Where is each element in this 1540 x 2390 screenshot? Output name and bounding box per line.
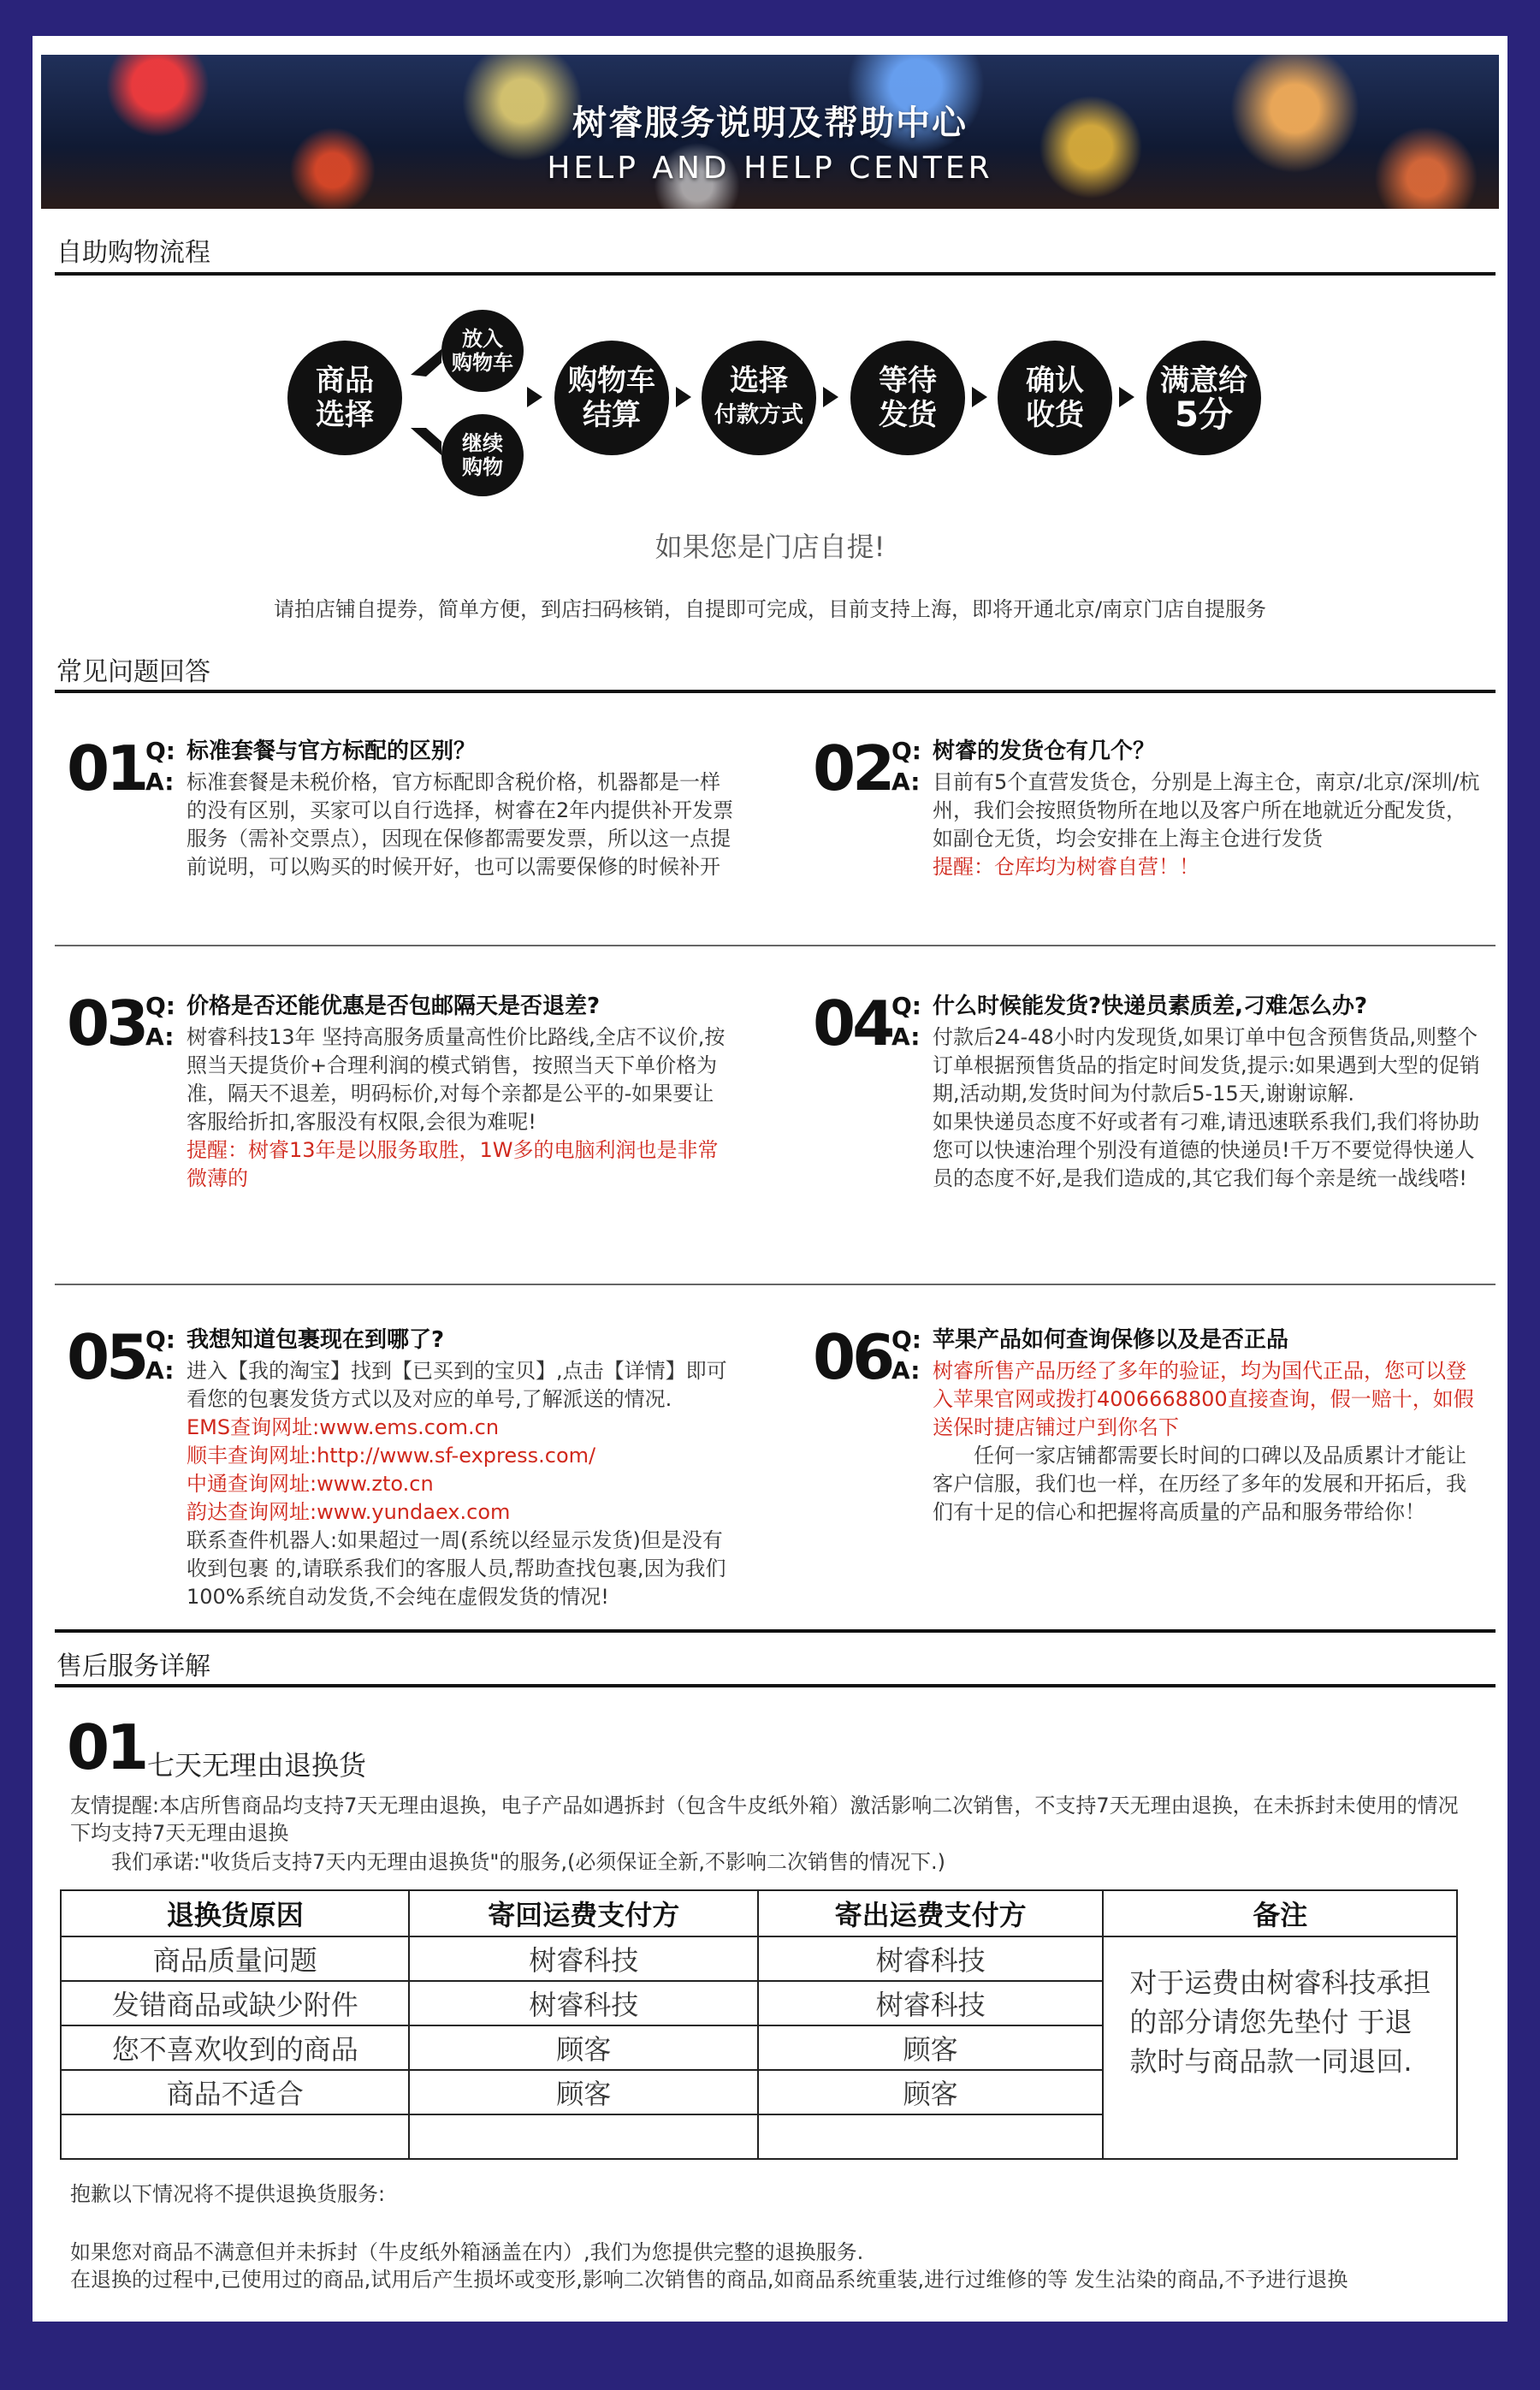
flow-step-text: 发货 (879, 398, 937, 432)
faq-reminder: 提醒：树睿13年是以服务取胜，1W多的电脑利润也是非常微薄的 (187, 1138, 719, 1190)
flow-step-confirm (998, 341, 1112, 455)
flow-step-text: 购物 (462, 455, 503, 479)
section-divider (55, 1629, 1496, 1633)
tracking-link-zto[interactable]: 中通查询网址:www.zto.cn (187, 1472, 434, 1496)
faq-question: 什么时候能发货?快递员素质差,刁难怎么办? (933, 993, 1368, 1019)
section-divider (55, 690, 1496, 693)
flow-step-text: 放入 (462, 327, 503, 351)
return-policy-table (60, 1889, 1458, 2160)
header-banner (41, 55, 1499, 209)
faq-number: 02 (813, 732, 892, 804)
table-cell: 树睿科技 (409, 1981, 757, 2025)
table-cell: 发错商品或缺少附件 (61, 1981, 409, 2025)
faq-item (67, 1321, 734, 1629)
tracking-link-ems[interactable]: EMS查询网址:www.ems.com.cn (187, 1415, 500, 1439)
qa-labels (145, 736, 175, 798)
flow-step-cart (441, 310, 524, 392)
exclusion-text: 在退换的过程中,已使用过的商品,试用后产生损坏或变形,影响二次销售的商品,如商品系统重装,进行过维修的等 发生沾染的商品,不予进行退换 (70, 2268, 1348, 2292)
table-cell: 顾客 (409, 2025, 757, 2070)
faq-answer-text: 进入【我的淘宝】找到【已买到的宝贝】,点击【详情】即可看您的包裹发货方式以及对应的单号,了解派送的情况. (187, 1359, 727, 1411)
qa-labels (891, 736, 921, 798)
aftersale-promise: 我们承诺:"收货后支持7天内无理由退换货"的服务,(必须保证全新,不影响二次销售的情况下.) (111, 1850, 946, 1874)
flow-step-text: 商品 (316, 364, 374, 398)
faq-item (813, 1321, 1480, 1578)
q-label: Q: (891, 1325, 921, 1354)
flow-step-text: 继续 (462, 431, 503, 455)
banner-subtitle: HELP AND HELP CENTER (547, 151, 993, 186)
table-cell: 树睿科技 (409, 1936, 757, 1981)
tracking-link-yunda[interactable]: 韵达查询网址:www.yundaex.com (187, 1500, 511, 1524)
faq-number: 04 (813, 987, 892, 1059)
faq-answer-text: 树睿科技13年 坚持高服务质量高性价比路线,全店不议价,按照当天提货价+合理利润的模式销售，按照当天下单价格为准，隔天不退差，明码标价,对每个亲都是公平的-如果要让客服给折扣,客服没有权限,会很为难呢! (187, 1025, 726, 1134)
arrow-right-icon (1119, 387, 1134, 407)
flow-step-text: 选择 (316, 398, 374, 432)
store-pickup-title: 如果您是门店自提! (654, 531, 886, 563)
table-header: 备注 (1103, 1890, 1457, 1936)
table-cell (409, 2114, 757, 2159)
flow-step-text: 满意给 (1160, 364, 1247, 398)
table-cell: 树睿科技 (758, 1936, 1103, 1981)
flow-step-pay (702, 341, 816, 455)
faq-question: 苹果产品如何查询保修以及是否正品 (933, 1327, 1289, 1353)
exclusion-text: 如果您对商品不满意但并未拆封（牛皮纸外箱涵盖在内）,我们为您提供完整的退换服务. (70, 2240, 864, 2264)
a-label: A: (891, 1356, 921, 1385)
table-row (61, 1936, 1457, 1981)
qa-labels (145, 1325, 175, 1386)
table-header-row (61, 1890, 1457, 1936)
faq-number: 05 (67, 1321, 146, 1393)
faq-question: 树睿的发货仓有几个？ (933, 738, 1156, 764)
flow-step-continue (441, 414, 524, 496)
table-cell: 商品不适合 (61, 2070, 409, 2114)
faq-reminder: 提醒：仓库均为树睿自营！！ (933, 855, 1199, 879)
table-cell (758, 2114, 1103, 2159)
table-cell: 树睿科技 (758, 1981, 1103, 2025)
table-cell: 顾客 (758, 2070, 1103, 2114)
q-label: Q: (145, 737, 175, 765)
faq-divider (55, 945, 1496, 946)
table-cell: 顾客 (758, 2025, 1103, 2070)
aftersale-title: 七天无理由退换货 (147, 1749, 367, 1782)
table-header: 寄回运费支付方 (409, 1890, 757, 1936)
faq-answer (933, 768, 1480, 881)
faq-reminder: 树睿所售产品历经了多年的验证，均为国代正品，您可以登入苹果官网或拨打4006668800直接查询，假一赔十，如假送保时捷店铺过户到你名下 (933, 1359, 1474, 1439)
q-label: Q: (145, 992, 175, 1020)
flow-step-select (287, 341, 402, 455)
q-label: Q: (891, 992, 921, 1020)
table-cell: 顾客 (409, 2070, 757, 2114)
faq-number: 06 (813, 1321, 892, 1393)
banner-title: 树睿服务说明及帮助中心 (572, 104, 968, 143)
faq-item (67, 732, 734, 938)
flow-step-text: 等待 (879, 364, 937, 398)
faq-answer-text: 付款后24-48小时内发现货,如果订单中包含预售货品,则整个订单根据预售货品的指定时间发货,提示:如果遇到大型的促销期,活动期,发货时间为付款后5-15天,谢谢谅解. (933, 1025, 1480, 1106)
faq-question: 价格是否还能优惠是否包邮隔天是否退差? (187, 993, 601, 1019)
flow-step-text: 确认 (1026, 364, 1084, 398)
q-label: Q: (891, 737, 921, 765)
a-label: A: (145, 1023, 175, 1051)
a-label: A: (891, 768, 921, 796)
a-label: A: (145, 768, 175, 796)
branch-arrows-icon (407, 342, 448, 462)
section-title-flow: 自助购物流程 (56, 238, 210, 268)
flow-step-text: 5分 (1175, 395, 1233, 435)
flow-step-rate (1146, 341, 1261, 455)
faq-answer (187, 1023, 734, 1193)
store-pickup-desc: 请拍店铺自提券，简单方便，到店扫码核销，自提即可完成，目前支持上海，即将开通北京/南京门店自提服务 (273, 597, 1267, 621)
qa-labels (891, 1325, 921, 1386)
a-label: A: (891, 1023, 921, 1051)
table-header: 寄出运费支付方 (758, 1890, 1103, 1936)
flow-step-text: 购物车 (568, 364, 655, 398)
flow-step-text: 购物车 (452, 351, 513, 375)
faq-answer (933, 1023, 1480, 1193)
faq-question: 标准套餐与官方标配的区别？ (187, 738, 477, 764)
faq-item (813, 732, 1480, 904)
faq-answer-text: 任何一家店铺都需要长时间的口碑以及品质累计才能让客户信服，我们也一样，在历经了多年的发展和开拓后，我们有十足的信心和把握将高质量的产品和服务带给你！ (933, 1444, 1466, 1524)
faq-answer (187, 1357, 734, 1611)
section-title-faq: 常见问题回答 (56, 657, 210, 687)
faq-number: 01 (67, 732, 146, 804)
aftersale-number: 01 (67, 1711, 146, 1783)
aftersale-notice: 友情提醒:本店所售商品均支持7天无理由退换，电子产品如遇拆封（包含牛皮纸外箱）激活影响二次销售，不支持7天无理由退换，在未拆封未使用的情况下均支持7天无理由退换 (70, 1794, 1459, 1845)
faq-divider (55, 1284, 1496, 1285)
flow-step-ship (850, 341, 965, 455)
arrow-right-icon (676, 387, 691, 407)
tracking-link-sf[interactable]: 顺丰查询网址:http://www.sf-express.com/ (187, 1444, 596, 1468)
flow-step-checkout (554, 341, 669, 455)
section-divider (55, 272, 1496, 276)
section-divider (55, 1684, 1496, 1687)
qa-labels (145, 991, 175, 1053)
faq-answer-text: 联系查件机器人:如果超过一周(系统以经显示发货)但是没有收到包裹 的,请联系我们的客服人员,帮助查找包裹,因为我们100%系统自动发货,不会纯在虚假发货的情况! (187, 1528, 726, 1609)
arrow-right-icon (823, 387, 838, 407)
flow-step-text: 选择 (730, 364, 788, 398)
q-label: Q: (145, 1325, 175, 1354)
arrow-right-icon (527, 387, 542, 407)
qa-labels (891, 991, 921, 1053)
faq-item (67, 987, 734, 1193)
faq-answer-text: 目前有5个直营发货仓，分别是上海主仓，南京/北京/深圳/杭州，我们会按照货物所在地以及客户所在地就近分配发货，如副仓无货，均会安排在上海主仓进行发货 (933, 770, 1480, 851)
faq-question: 我想知道包裹现在到哪了? (187, 1327, 445, 1353)
flow-step-text: 结算 (583, 398, 641, 432)
faq-item (813, 987, 1480, 1261)
faq-answer (933, 1357, 1480, 1527)
faq-number: 03 (67, 987, 146, 1059)
table-note-cell: 对于运费由树睿科技承担的部分请您先垫付 于退款时与商品款一同退回. (1103, 1936, 1457, 2159)
flow-step-text: 收货 (1026, 398, 1084, 432)
table-cell: 您不喜欢收到的商品 (61, 2025, 409, 2070)
faq-answer-text: 如果快递员态度不好或者有刁难,请迅速联系我们,我们将协助您可以快速治理个别没有道德的快递员!千万不要觉得快递人员的态度不好,是我们造成的,其它我们每个亲是统一战线嗒! (933, 1110, 1480, 1190)
table-cell: 商品质量问题 (61, 1936, 409, 1981)
table-header: 退换货原因 (61, 1890, 409, 1936)
flow-step-text: 付款方式 (714, 402, 803, 428)
section-title-aftersale: 售后服务详解 (56, 1652, 210, 1681)
a-label: A: (145, 1356, 175, 1385)
exclusion-title: 抱歉以下情况将不提供退换货服务: (70, 2182, 386, 2206)
arrow-right-icon (972, 387, 987, 407)
faq-answer: 标准套餐是未税价格，官方标配即含税价格，机器都是一样的没有区别，买家可以自行选择，树睿在2年内提供补开发票服务（需补交票点），因现在保修都需要发票，所以这一点提前说明，可以购买的时候开好，也可以需要保修的时候补开 (187, 770, 734, 879)
table-cell (61, 2114, 409, 2159)
